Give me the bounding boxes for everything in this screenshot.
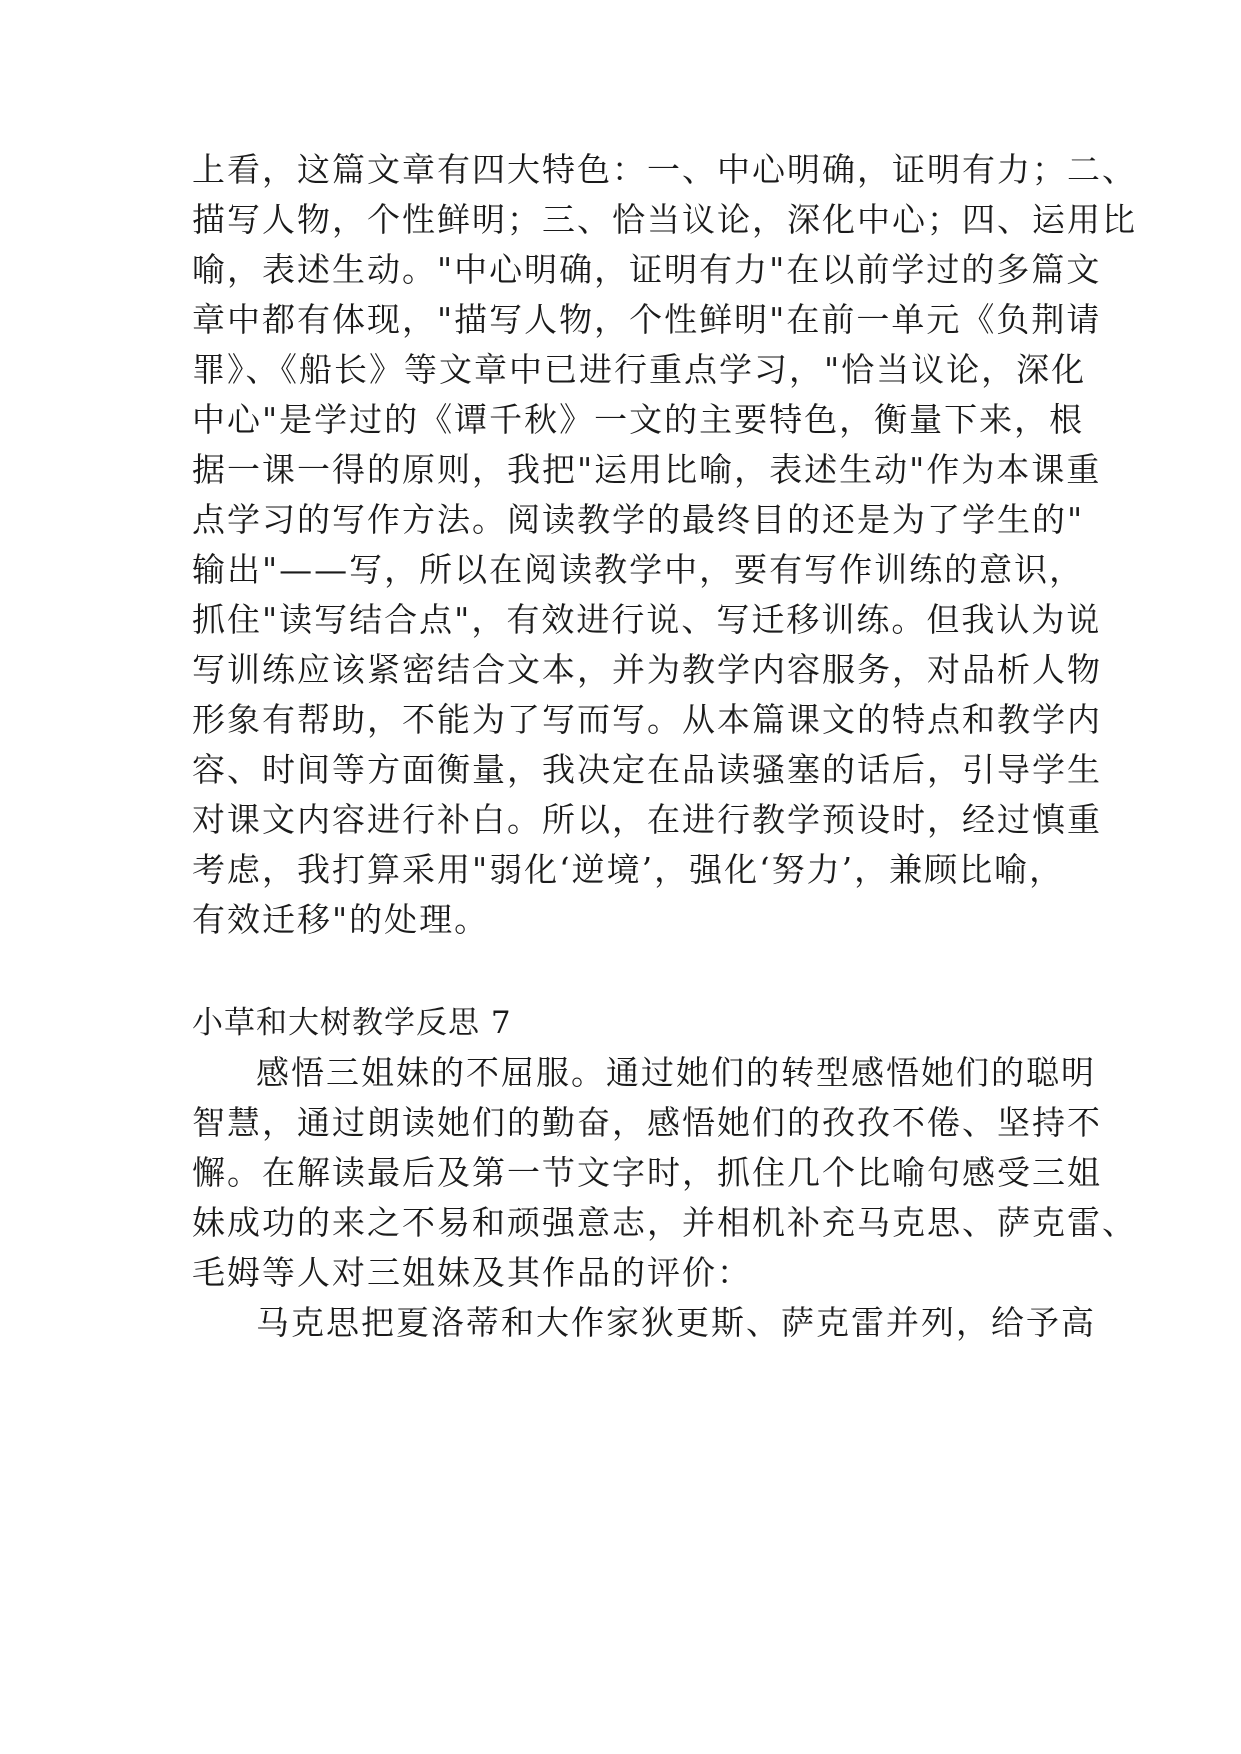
body-text-line: 喻，表述生动。"中心明确，证明有力"在以前学过的多篇文 [192, 250, 1102, 289]
section-heading: 小草和大树教学反思 7 [192, 1005, 512, 1041]
body-text-line: 描写人物，个性鲜明；三、恰当议论，深化中心；四、运用比 [192, 200, 1137, 239]
body-text-line: 马克思把夏洛蒂和大作家狄更斯、萨克雷并列，给予高 [256, 1303, 1096, 1342]
body-text-line: 智慧，通过朗读她们的勤奋，感悟她们的孜孜不倦、坚持不 [192, 1103, 1102, 1142]
body-text-line: 形象有帮助，不能为了写而写。从本篇课文的特点和教学内 [192, 700, 1102, 739]
body-text-line: 章中都有体现，"描写人物，个性鲜明"在前一单元《负荆请 [192, 300, 1102, 339]
body-text-line: 对课文内容进行补白。所以，在进行教学预设时，经过慎重 [192, 800, 1102, 839]
body-text-line: 中心"是学过的《谭千秋》一文的主要特色，衡量下来，根 [192, 400, 1085, 439]
body-text-line: 据一课一得的原则，我把"运用比喻，表述生动"作为本课重 [192, 450, 1102, 489]
body-text-line: 有效迁移"的处理。 [192, 900, 490, 939]
body-text-line: 抓住"读写结合点"，有效进行说、写迁移训练。但我认为说 [192, 600, 1102, 639]
body-text-line: 容、时间等方面衡量，我决定在品读骚塞的话后，引导学生 [192, 750, 1102, 789]
body-text-line: 懈。在解读最后及第一节文字时，抓住几个比喻句感受三姐 [192, 1153, 1102, 1192]
body-text-line: 写训练应该紧密结合文本，并为教学内容服务，对品析人物 [192, 650, 1102, 689]
body-text-line: 妹成功的来之不易和顽强意志，并相机补充马克思、萨克雷、 [192, 1203, 1137, 1242]
body-text-line: 点学习的写作方法。阅读教学的最终目的还是为了学生的" [192, 500, 1085, 539]
body-text-line: 考虑，我打算采用"弱化‘逆境’，强化‘努力’，兼顾比喻， [192, 850, 1065, 889]
body-text-line: 输出"——写，所以在阅读教学中，要有写作训练的意识， [192, 550, 1085, 589]
body-text-line: 罪》、《船长》等文章中已进行重点学习，"恰当议论，深化 [192, 350, 1087, 389]
body-text-line: 毛姆等人对三姐妹及其作品的评价： [192, 1253, 752, 1292]
body-text-line: 感悟三姐妹的不屈服。通过她们的转型感悟她们的聪明 [256, 1053, 1096, 1092]
body-text-line: 上看，这篇文章有四大特色：一、中心明确，证明有力；二、 [192, 150, 1137, 189]
